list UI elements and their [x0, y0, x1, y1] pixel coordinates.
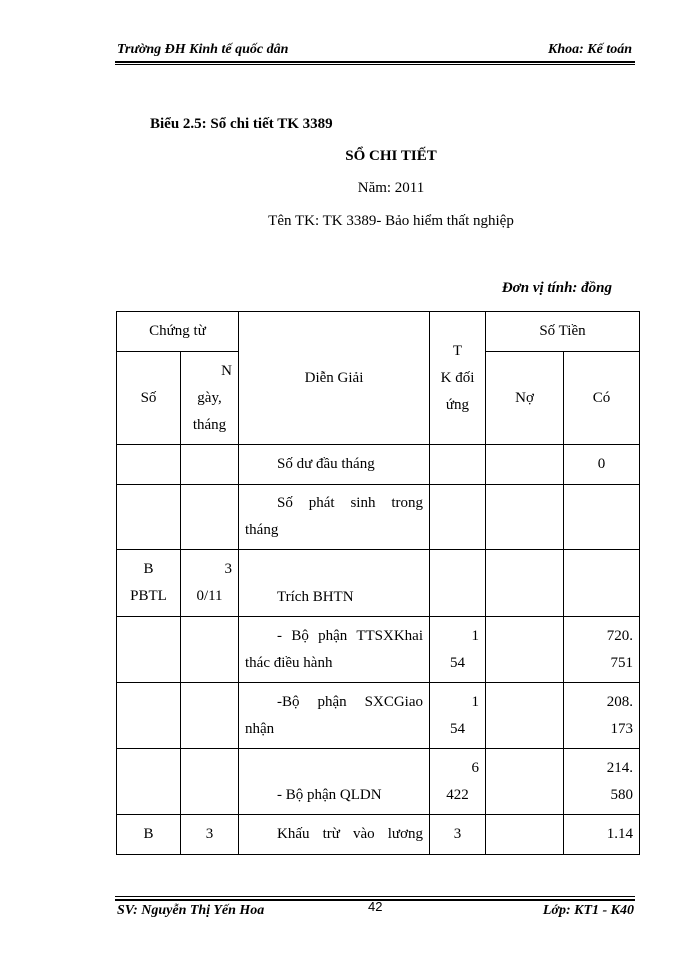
- header-date-line1: N: [221, 362, 232, 379]
- cell-debit: [486, 485, 564, 550]
- cell-voucher-number: [117, 617, 181, 683]
- cell-voucher-date: [181, 445, 239, 485]
- cell-account: 3: [430, 815, 486, 855]
- cell-credit: [564, 485, 640, 550]
- header-rule-thin: [115, 64, 635, 65]
- cell-debit: [486, 683, 564, 749]
- cell-credit-line1: 720.: [606, 627, 633, 644]
- table-row: [117, 683, 640, 749]
- cell-voucher-number: [117, 683, 181, 749]
- cell-voucher-number: [117, 445, 181, 485]
- cell-description-line2: nhận: [245, 720, 275, 737]
- header-voucher-date: [181, 352, 239, 445]
- cell-account: [430, 683, 486, 749]
- cell-account: [430, 749, 486, 815]
- cell-account: [430, 445, 486, 485]
- cell-voucher-date-line2: 0/11: [196, 588, 223, 604]
- header-school: Trường ĐH Kinh tế quốc dân: [117, 42, 289, 57]
- table-caption: Biểu 2.5: Sổ chi tiết TK 3389: [150, 116, 333, 132]
- table-row: [117, 445, 640, 485]
- document-year: Năm: 2011: [357, 180, 425, 196]
- cell-description-line2: thác điều hành: [245, 654, 333, 671]
- cell-voucher-date: 3: [181, 815, 239, 855]
- cell-description-line1: -Bộ phận SXCGiao: [277, 693, 423, 710]
- cell-voucher-number: B: [117, 815, 181, 855]
- table-row: [117, 485, 640, 550]
- header-debit: Nợ: [486, 352, 564, 445]
- table-row: [117, 749, 640, 815]
- cell-credit: [564, 617, 640, 683]
- footer-student: SV: Nguyễn Thị Yến Hoa: [117, 903, 265, 918]
- footer-class: Lớp: KT1 - K40: [542, 903, 634, 918]
- cell-voucher-number-line2: PBTL: [130, 588, 167, 604]
- cell-credit-line2: 751: [610, 654, 633, 671]
- cell-account-line2: 54: [450, 720, 465, 737]
- cell-description: - Bộ phận QLDN: [239, 749, 430, 815]
- header-corresponding-account: [430, 312, 486, 445]
- cell-credit: [564, 683, 640, 749]
- ledger-table: [116, 311, 640, 855]
- cell-description: [239, 683, 430, 749]
- cell-description-line1: Số phát sinh trong: [277, 495, 423, 511]
- cell-credit-line1: 214.: [606, 759, 633, 776]
- cell-credit: 0: [564, 445, 640, 485]
- cell-account: [430, 485, 486, 550]
- header-faculty: Khoa: Kế toán: [547, 42, 632, 57]
- document-title: SỔ CHI TIẾT: [345, 148, 437, 164]
- header-tk-line3: ứng: [445, 396, 470, 413]
- cell-voucher-date-line1: 3: [224, 561, 232, 577]
- header-rule: [115, 61, 635, 63]
- header-amount: Số Tiền: [486, 312, 640, 352]
- table-row: [117, 550, 640, 617]
- cell-account: [430, 617, 486, 683]
- footer-rule-thin: [115, 896, 635, 897]
- header-date-line2: gày,: [197, 389, 222, 406]
- cell-voucher-number: [117, 550, 181, 617]
- unit-label: Đơn vị tính: đồng: [501, 280, 612, 296]
- header-tk-line1: T: [452, 342, 463, 359]
- cell-voucher-date: [181, 617, 239, 683]
- account-name: Tên TK: TK 3389- Bảo hiểm thất nghiệp: [268, 213, 514, 229]
- cell-account-line2: 422: [446, 786, 469, 803]
- cell-voucher-date: [181, 485, 239, 550]
- cell-description: [239, 485, 430, 550]
- cell-credit-line1: 208.: [606, 693, 633, 710]
- cell-credit: [564, 550, 640, 617]
- cell-voucher-number: [117, 749, 181, 815]
- cell-account-line1: 6: [471, 759, 479, 776]
- cell-account-line1: 1: [471, 693, 479, 710]
- header-tk-line2: K đối: [440, 369, 475, 386]
- cell-description: Khấu trừ vào lương: [239, 815, 430, 855]
- header-date-line3: tháng: [192, 416, 227, 433]
- cell-account: [430, 550, 486, 617]
- cell-debit: [486, 617, 564, 683]
- cell-voucher-date: [181, 550, 239, 617]
- cell-voucher-date: [181, 749, 239, 815]
- table-row: [117, 617, 640, 683]
- header-credit: Có: [564, 352, 640, 445]
- cell-description-line1: - Bộ phận TTSXKhai: [277, 627, 423, 644]
- cell-debit: [486, 749, 564, 815]
- table-header-row: [117, 312, 640, 352]
- cell-description: Số dư đầu tháng: [239, 445, 430, 485]
- cell-account-line2: 54: [450, 654, 465, 671]
- cell-description-line2: tháng: [245, 522, 279, 538]
- cell-debit: [486, 815, 564, 855]
- cell-credit: 1.14: [564, 815, 640, 855]
- cell-credit: [564, 749, 640, 815]
- cell-debit: [486, 550, 564, 617]
- header-voucher-number: Số: [117, 352, 181, 445]
- cell-description: [239, 617, 430, 683]
- cell-account-line1: 1: [471, 627, 479, 644]
- cell-credit-line2: 173: [610, 720, 633, 737]
- page-number: 42: [368, 899, 383, 914]
- cell-voucher-date: [181, 683, 239, 749]
- cell-voucher-number-line1: B: [143, 561, 154, 577]
- cell-description: Trích BHTN: [239, 550, 430, 617]
- table-row: [117, 815, 640, 855]
- header-voucher: Chứng từ: [117, 312, 239, 352]
- cell-debit: [486, 445, 564, 485]
- header-description: Diễn Giải: [239, 312, 430, 445]
- cell-voucher-number: [117, 485, 181, 550]
- cell-credit-line2: 580: [610, 786, 633, 803]
